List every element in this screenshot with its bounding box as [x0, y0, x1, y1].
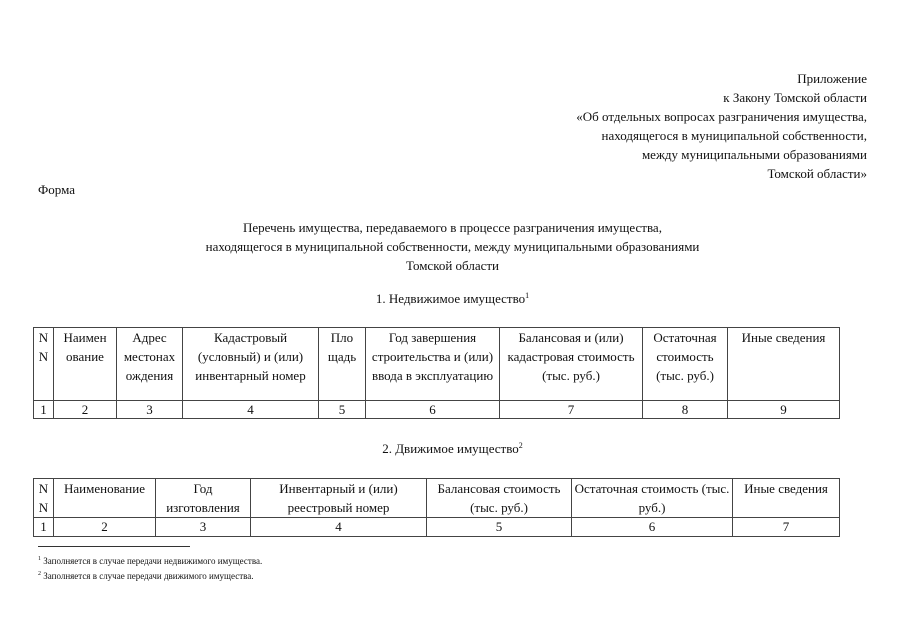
section1-heading — [0, 291, 905, 307]
column-number-cell: 7 — [733, 518, 840, 537]
appendix-line: находящегося в муниципальной собственности, — [601, 128, 867, 143]
section2-footnote-ref: 2 — [518, 441, 523, 450]
header-cell: Остаточная стоимость (тыс. руб.) — [643, 328, 728, 401]
table-row — [34, 518, 840, 537]
header-cell: Кадастровый (условный) и (или) инвентарный номер — [183, 328, 319, 401]
section1-footnote-ref: 1 — [525, 291, 530, 300]
title-line: Перечень имущества, передаваемого в процессе разграничения имущества, — [243, 220, 662, 235]
header-cell: Наимен ование — [54, 328, 117, 401]
header-cell: N N — [34, 328, 54, 401]
footnote — [38, 553, 262, 568]
appendix-line: Томской области» — [767, 166, 867, 181]
column-number-cell: 1 — [34, 401, 54, 419]
column-number-cell: 4 — [183, 401, 319, 419]
header-cell: Инвентарный и (или) реестровый номер — [251, 479, 427, 518]
header-cell: Балансовая стоимость (тыс. руб.) — [427, 479, 572, 518]
appendix-line: между муниципальными образованиями — [641, 147, 867, 162]
column-number-cell: 2 — [54, 401, 117, 419]
header-cell: Балансовая и (или) кадастровая стоимость (тыс. руб.) — [500, 328, 643, 401]
footnote-mark: 1 — [38, 556, 41, 562]
footnote-text: Заполняется в случае передачи недвижимого имущества. — [43, 556, 263, 566]
column-number-cell: 6 — [572, 518, 733, 537]
footnotes — [38, 553, 262, 583]
header-cell: Наименование — [54, 479, 156, 518]
appendix-line: к Закону Томской области — [723, 90, 867, 105]
table-header-row — [34, 328, 840, 401]
appendix-line: Приложение — [797, 71, 867, 86]
column-number-cell: 5 — [319, 401, 366, 419]
header-cell: Пло щадь — [319, 328, 366, 401]
footnote-divider — [38, 546, 190, 547]
title-line: Томской области — [405, 258, 500, 273]
header-cell: Остаточная стоимость (тыс. руб.) — [572, 479, 733, 518]
column-number-cell: 9 — [728, 401, 840, 419]
column-number-cell: 4 — [251, 518, 427, 537]
header-cell: Год завершения строительства и (или) ввода в эксплуатацию — [366, 328, 500, 401]
column-number-cell: 6 — [366, 401, 500, 419]
title-line: находящегося в муниципальной собственности, между муниципальными образованиями — [205, 239, 700, 254]
header-cell: N N — [34, 479, 54, 518]
movable-property-table — [33, 478, 840, 537]
header-cell: Иные сведения — [728, 328, 840, 401]
appendix-header — [347, 69, 867, 183]
section2-heading — [0, 441, 905, 457]
form-label: Форма — [38, 182, 75, 197]
column-number-cell: 3 — [117, 401, 183, 419]
column-number-cell: 7 — [500, 401, 643, 419]
column-number-cell: 1 — [34, 518, 54, 537]
header-cell: Иные сведения — [733, 479, 840, 518]
table-row — [34, 401, 840, 419]
real-estate-table — [33, 327, 840, 419]
appendix-line: «Об отдельных вопросах разграничения имущества, — [576, 109, 867, 124]
section1-heading-text: 1. Недвижимое имущество — [375, 291, 526, 306]
footnote-mark: 2 — [38, 571, 41, 577]
section2-heading-text: 2. Движимое имущество — [382, 441, 519, 456]
header-cell: Адрес местонах ождения — [117, 328, 183, 401]
column-number-cell: 8 — [643, 401, 728, 419]
footnote — [38, 568, 262, 583]
header-cell: Год изготовления — [156, 479, 251, 518]
column-number-cell: 5 — [427, 518, 572, 537]
table-header-row — [34, 479, 840, 518]
document-title — [0, 218, 905, 275]
column-number-cell: 3 — [156, 518, 251, 537]
footnote-text: Заполняется в случае передачи движимого имущества. — [43, 571, 254, 581]
column-number-cell: 2 — [54, 518, 156, 537]
